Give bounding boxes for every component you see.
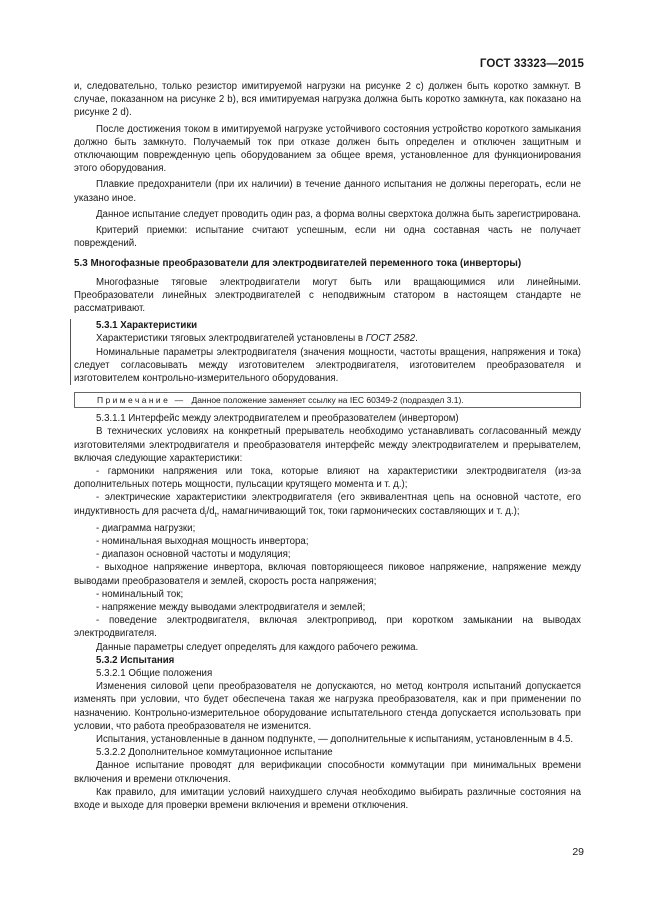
paragraph: После достижения током в имитируемой нагрузке устойчивого состояния устройство короткого замыкания должно быть замкнуто. Получаемый ток при отказе должен быть определен и отключен защитным и отключающим поврежденную цепь оборудованием за общее время, установленное для функционирования этого оборудования. <box>74 123 581 175</box>
paragraph: Данные параметры следует определять для каждого рабочего режима. <box>96 641 419 653</box>
list-item: - выходное напряжение инвертора, включая повторяющееся пиковое напряжение, напряжение между выводами преобразователя и землей, скорость роста напряжения; <box>74 562 581 587</box>
document-code: ГОСТ 33323—2015 <box>479 58 584 70</box>
paragraph: и, следовательно, только резистор имитируемой нагрузки на рисунке 2 c) должен быть коротко замкнут. В случае, показанном на рисунке 2 b), вся имитируемая нагрузка должна быть коротко замкнута, как показано на рисунке 2 d). <box>74 81 581 119</box>
note-label: Примечание <box>97 395 171 406</box>
subsection-heading-5-3-2: 5.3.2 Испытания <box>96 654 175 666</box>
section-heading-5-3: 5.3 Многофазные преобразователи для электродвигателей переменного тока (инверторы) <box>74 258 522 270</box>
subsection-heading-5-3-1: 5.3.1 Характеристики <box>96 320 198 332</box>
list-item: - номинальная выходная мощность инвертора; <box>96 536 309 548</box>
list-item: - электрические характеристики электродвигателя (его эквивалентная цепь на основной частоте, его индуктивность для расчета $d_i/d_t$, намагничивающий ток, токи гармонических составляющих и т. д.); <box>74 492 581 519</box>
list-item: - напряжение между выводами электродвигателя и землей; <box>96 602 366 614</box>
paragraph: Как правило, для имитации условий наихудшего случая необходимо выбирать различные состояния на входе и выходе для проверки времени включения и времени отключения. <box>74 786 581 812</box>
paragraph: Номинальные параметры электродвигателя (значения мощности, частоты вращения, напряжения и тока) следует согласовывать между изготовителем электродвигателя, изготовителем преобразователя и изготовителем контрольно-измерительного оборудования. <box>74 346 581 385</box>
paragraph: Изменения силовой цепи преобразователя не допускаются, но метод контроля испытаний допускается изменять при условии, что будет обеспечена такая же нагрузка преобразователя, как и при применении по назначению. Контрольно-измерительное оборудование испытательного стенда допускается использовать при условии, что работа преобразователя не изменится. <box>74 681 581 732</box>
list-item: - диаграмма нагрузки; <box>96 522 196 534</box>
revision-bar <box>70 319 71 385</box>
note-dash: — <box>174 395 184 406</box>
revision-marked-block <box>74 319 581 385</box>
paragraph: Данное испытание проводят для верификации способности коммутации при минимальных времени включения и времени отключения. <box>74 760 581 785</box>
standard-reference: ГОСТ 2582 <box>365 333 416 345</box>
paragraph: Многофазные тяговые электродвигатели могут быть или вращающимися или линейными. Преобразователи линейных электродвигателей с неподвижным статором в настоящем стандарте не рассматривают. <box>74 276 581 315</box>
paragraph: Плавкие предохранители (при их наличии) в течение данного испытания не должны перегорать, если не указано иное. <box>74 179 581 204</box>
list-item: - гармоники напряжения или тока, которые влияют на характеристики электродвигателя (из-за дополнительных потерь мощности, пульсации крутящего момента и т. д.); <box>74 466 582 491</box>
clause-heading-5-3-2-2: 5.3.2.2 Дополнительное коммутационное испытание <box>96 747 333 759</box>
list-item: - поведение электродвигателя, включая электропривод, при коротком замыкании на выводах электродвигателя. <box>74 615 581 640</box>
list-item: - диапазон основной частоты и модуляция; <box>96 549 291 561</box>
page-number: 29 <box>572 846 584 858</box>
paragraph: Характеристики тяговых электродвигателей установлены в ГОСТ 2582. <box>96 333 418 345</box>
paragraph: Критерий приемки: испытание считают успешным, если ни одна составная часть не получает повреждений. <box>74 225 581 250</box>
paragraph: В технических условиях на конкретный прерыватель необходимо устанавливать согласованный между изготовителями электродвигателя и преобразователя интерфейс между электродвигателем и прерывателем, включая следующие характеристики: <box>74 426 581 464</box>
paragraph: Данное испытание следует проводить один раз, а форма волны сверхтока должна быть зарегистрирована. <box>96 208 581 220</box>
note-text: Данное положение заменяет ссылку на IEC 60349-2 (подраздел 3.1). <box>191 395 464 406</box>
list-item: - номинальный ток; <box>96 588 184 600</box>
clause-heading-5-3-2-1: 5.3.2.1 Общие положения <box>96 668 213 680</box>
page-body <box>74 80 581 812</box>
paragraph: Испытания, установленные в данном подпункте, — дополнительные к испытаниям, установленным в 4.5. <box>96 734 574 746</box>
note-box <box>74 392 581 408</box>
clause-heading-5-3-1-1: 5.3.1.1 Интерфейс между электродвигателем и преобразователем (инвертором) <box>96 413 459 425</box>
